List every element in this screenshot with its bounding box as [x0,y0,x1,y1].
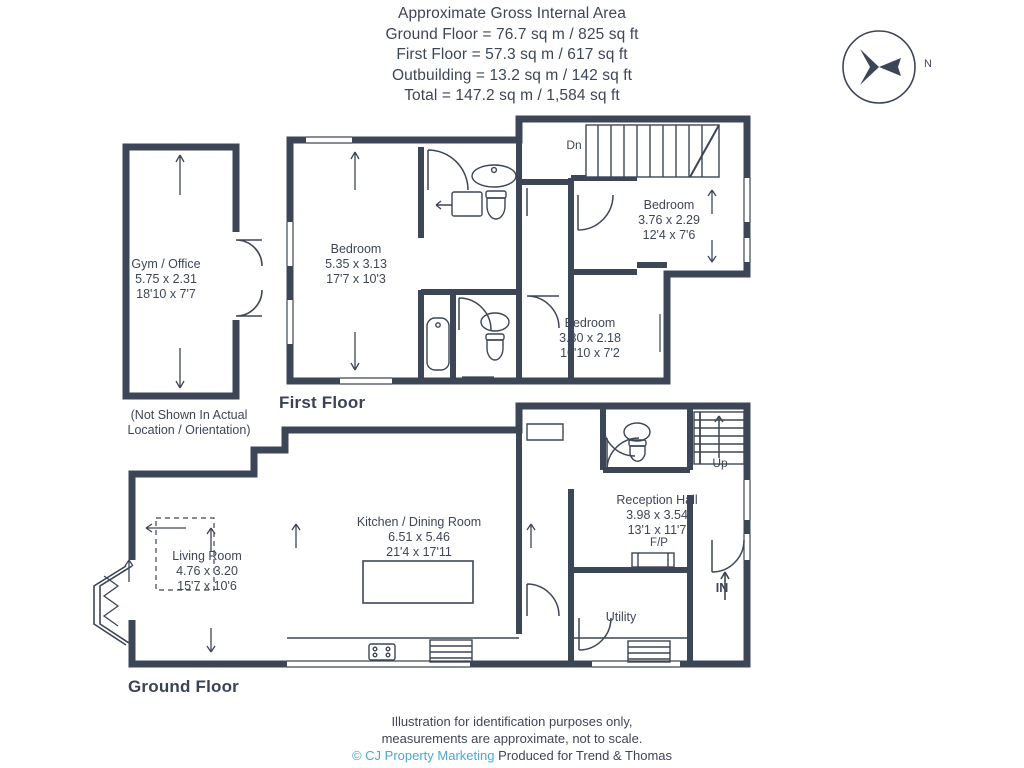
room-name-bedroom-2: Bedroom [643,198,695,212]
room-label-bedroom-1 [296,242,416,287]
room-name-gym-office: Gym / Office [131,257,201,271]
room-dim-imperial-reception-hall: 13'1 x 11'7 [627,523,687,537]
area-summary-line-2: Ground Floor = 76.7 sq m / 825 sq ft [385,25,639,43]
room-dim-metric-bedroom-1: 5.35 x 3.13 [325,257,387,271]
footer-credit-link[interactable]: © CJ Property Marketing [351,748,495,763]
outbuilding-location-note [104,408,274,438]
room-name-utility: Utility [605,610,637,624]
footer-line-1: Illustration for identification purposes only, [391,714,633,729]
room-dim-imperial-bedroom-3: 10'10 x 7'2 [560,346,620,360]
area-summary-line-5: Total = 147.2 sq m / 1,584 sq ft [404,87,620,104]
room-label-gym-office [106,257,226,302]
room-dim-metric-living-room: 4.76 x 3.20 [176,564,238,578]
room-dim-imperial-gym-office: 18'10 x 7'7 [136,287,196,301]
ground-floor-title: Ground Floor [128,677,239,696]
room-dim-metric-kitchen-dining: 6.51 x 5.46 [388,530,450,544]
room-label-bedroom-3 [530,316,650,361]
footer-line-2: measurements are approximate, not to scale. [381,731,643,746]
room-label-bedroom-2 [609,198,729,243]
room-name-bedroom-3: Bedroom [564,316,616,330]
room-dim-imperial-kitchen-dining: 21'4 x 17'11 [386,545,452,559]
stairs-down-marker: Dn [566,138,582,152]
room-label-living-room [147,549,267,594]
area-summary-line-4: Outbuilding = 13.2 sq m / 142 sq ft [391,66,633,84]
first-floor-title: First Floor [279,393,366,412]
room-name-reception-hall: Reception Hall [616,493,698,507]
room-dim-imperial-bedroom-2: 12'4 x 7'6 [642,228,696,242]
area-summary-line-1: Approximate Gross Internal Area [398,5,626,22]
room-dim-metric-reception-hall: 3.98 x 3.54 [626,508,688,522]
entrance-marker: IN [715,581,729,595]
room-dim-metric-bedroom-3: 3.30 x 2.18 [559,331,621,345]
area-summary-line-3: First Floor = 57.3 sq m / 617 sq ft [396,46,628,63]
room-name-kitchen-dining: Kitchen / Dining Room [356,515,482,529]
footer-produced-for: Produced for Trend & Thomas [498,748,673,763]
compass-north-label: N [924,58,932,70]
room-name-bedroom-1: Bedroom [330,242,382,256]
outbuilding-location-note-line-1: (Not Shown In Actual [130,408,248,422]
room-dim-imperial-living-room: 15'7 x 10'6 [177,579,237,593]
room-label-reception-hall [593,493,721,538]
fireplace-marker: F/P [650,537,668,549]
room-dim-metric-bedroom-2: 3.76 x 2.29 [638,213,700,227]
room-label-utility [580,610,662,625]
footer-disclaimer [0,713,1024,764]
stairs-up-marker: Up [712,456,728,470]
room-label-kitchen-dining [333,515,505,560]
room-dim-metric-gym-office: 5.75 x 2.31 [135,272,197,286]
outbuilding-location-note-line-2: Location / Orientation) [127,423,251,437]
room-dim-imperial-bedroom-1: 17'7 x 10'3 [326,272,386,286]
room-name-living-room: Living Room [172,549,242,563]
